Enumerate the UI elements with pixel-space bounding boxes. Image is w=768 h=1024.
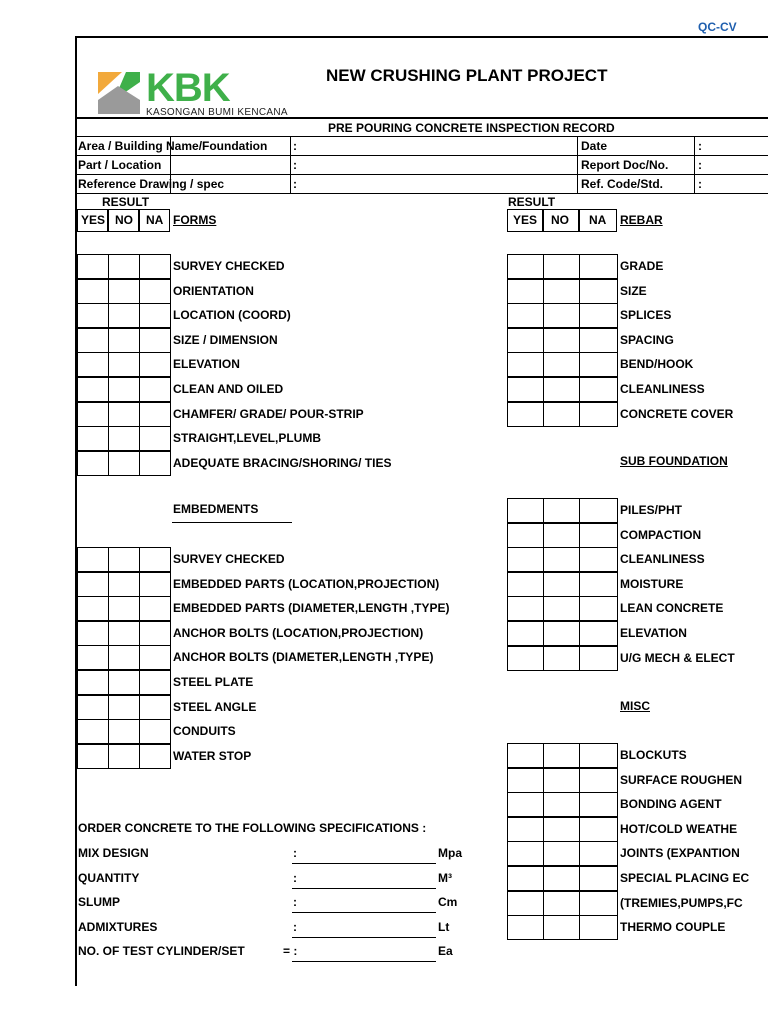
rebar-na-checkbox[interactable]: [579, 303, 618, 328]
rebar-no-checkbox[interactable]: [543, 303, 580, 328]
rebar-na-checkbox[interactable]: [579, 279, 618, 304]
forms-item-label: CHAMFER/ GRADE/ POUR-STRIP: [173, 406, 364, 421]
sub-foundation-yes-checkbox[interactable]: [507, 498, 544, 523]
rebar-na-checkbox[interactable]: [579, 402, 618, 427]
na-col-label-right: NA: [589, 213, 607, 227]
embedments-item-label: SURVEY CHECKED: [173, 552, 285, 566]
area-building-label: Area / Building Name/Foundation: [78, 139, 268, 153]
order-value-field[interactable]: [292, 888, 436, 889]
no-col-label-left: NO: [115, 213, 133, 227]
forms-heading: FORMS: [173, 213, 217, 227]
reference-drawing-value[interactable]: :: [293, 177, 297, 191]
sub-foundation-na-checkbox[interactable]: [579, 523, 618, 548]
misc-item-label: BLOCKUTS: [620, 748, 687, 762]
sub-foundation-no-checkbox[interactable]: [543, 621, 580, 646]
rebar-item-label: BEND/HOOK: [620, 357, 694, 372]
logo-brand: KBK: [146, 66, 230, 110]
order-value-field[interactable]: [292, 961, 436, 962]
sub-foundation-na-checkbox[interactable]: [579, 572, 618, 597]
forms-no-checkbox[interactable]: [108, 303, 140, 328]
forms-no-checkbox[interactable]: [108, 402, 140, 427]
sub-foundation-yes-checkbox[interactable]: [507, 547, 544, 572]
rebar-item-label: CONCRETE COVER: [620, 406, 734, 421]
embedments-item-label: CONDUITS: [173, 724, 236, 739]
embedments-item-label: WATER STOP: [173, 748, 252, 763]
rebar-item-label: GRADE: [620, 259, 664, 273]
order-value-field[interactable]: [292, 937, 436, 938]
logo-mark-icon: [96, 70, 142, 116]
embedments-na-checkbox[interactable]: [139, 547, 171, 572]
forms-yes-checkbox[interactable]: [77, 426, 109, 451]
sub-foundation-yes-checkbox[interactable]: [507, 572, 544, 597]
embedments-yes-checkbox[interactable]: [77, 744, 109, 769]
ref-code-value[interactable]: :: [698, 177, 702, 191]
order-concrete-heading: ORDER CONCRETE TO THE FOLLOWING SPECIFICATIONS :: [78, 821, 427, 835]
embedments-yes-checkbox[interactable]: [77, 572, 109, 597]
embedments-no-checkbox[interactable]: [108, 645, 140, 670]
embedments-item-label: ANCHOR BOLTS (DIAMETER,LENGTH ,TYPE): [173, 650, 434, 665]
misc-na-checkbox[interactable]: [579, 743, 618, 768]
order-separator: :: [293, 870, 297, 885]
forms-item-label: SURVEY CHECKED: [173, 259, 285, 273]
embedments-na-checkbox[interactable]: [139, 695, 171, 720]
sub-foundation-no-checkbox[interactable]: [543, 646, 580, 671]
misc-yes-checkbox[interactable]: [507, 792, 544, 817]
order-unit: Lt: [438, 919, 450, 934]
forms-no-checkbox[interactable]: [108, 352, 140, 377]
rebar-item-label: CLEANLINESS: [620, 382, 705, 396]
order-unit: Mpa: [438, 846, 462, 860]
sub-foundation-heading: SUB FOUNDATION: [620, 454, 728, 468]
embedments-yes-checkbox[interactable]: [77, 596, 109, 621]
rebar-item-label: SIZE: [620, 283, 647, 298]
forms-na-checkbox[interactable]: [139, 451, 171, 476]
result-label-left: RESULT: [102, 195, 150, 209]
header-col-divider-1: [290, 136, 291, 193]
header-rule-1: [75, 155, 768, 156]
sub-foundation-item-label: CLEANLINESS: [620, 552, 705, 567]
misc-yes-checkbox[interactable]: [507, 891, 544, 916]
header-col-divider-3: [694, 136, 695, 193]
forms-no-checkbox[interactable]: [108, 426, 140, 451]
rebar-no-checkbox[interactable]: [543, 328, 580, 353]
order-label: SLUMP: [78, 895, 120, 909]
embedments-na-checkbox[interactable]: [139, 719, 171, 744]
misc-heading: MISC: [620, 699, 650, 713]
embedments-na-checkbox[interactable]: [139, 572, 171, 597]
embedments-heading-rule: [172, 522, 292, 523]
forms-yes-checkbox[interactable]: [77, 377, 109, 402]
misc-item-label: BONDING AGENT: [620, 797, 722, 812]
na-col-label-left: NA: [146, 213, 164, 227]
sub-foundation-na-checkbox[interactable]: [579, 621, 618, 646]
embedments-no-checkbox[interactable]: [108, 719, 140, 744]
order-value-field[interactable]: [292, 912, 436, 913]
sub-foundation-item-label: COMPACTION: [620, 527, 702, 542]
embedments-no-checkbox[interactable]: [108, 744, 140, 769]
forms-yes-checkbox[interactable]: [77, 451, 109, 476]
rebar-no-checkbox[interactable]: [543, 377, 580, 402]
order-label: ADMIXTURES: [78, 919, 158, 934]
embedments-na-checkbox[interactable]: [139, 645, 171, 670]
document-number: QC-CV: [698, 20, 737, 34]
embedments-na-checkbox[interactable]: [139, 621, 171, 646]
sub-foundation-na-checkbox[interactable]: [579, 498, 618, 523]
order-value-field[interactable]: [292, 863, 436, 864]
yes-col-label-right: YES: [513, 213, 538, 227]
misc-yes-checkbox[interactable]: [507, 915, 544, 940]
sub-foundation-no-checkbox[interactable]: [543, 596, 580, 621]
sub-foundation-yes-checkbox[interactable]: [507, 596, 544, 621]
report-doc-value[interactable]: :: [698, 158, 702, 172]
misc-item-label: JOINTS (EXPANTION: [620, 846, 740, 861]
rebar-yes-checkbox[interactable]: [507, 254, 544, 279]
rebar-no-checkbox[interactable]: [543, 352, 580, 377]
misc-na-checkbox[interactable]: [579, 792, 618, 817]
forms-na-checkbox[interactable]: [139, 426, 171, 451]
rebar-na-checkbox[interactable]: [579, 254, 618, 279]
rebar-yes-checkbox[interactable]: [507, 352, 544, 377]
embedments-yes-checkbox[interactable]: [77, 719, 109, 744]
logo-company-name: KASONGAN BUMI KENCANA: [146, 107, 288, 118]
forms-yes-checkbox[interactable]: [77, 402, 109, 427]
misc-na-checkbox[interactable]: [579, 768, 618, 793]
forms-yes-checkbox[interactable]: [77, 279, 109, 304]
misc-na-checkbox[interactable]: [579, 866, 618, 891]
part-location-value[interactable]: :: [293, 158, 297, 172]
rebar-yes-checkbox[interactable]: [507, 402, 544, 427]
result-label-right: RESULT: [508, 195, 556, 209]
misc-na-checkbox[interactable]: [579, 915, 618, 940]
top-border: [75, 36, 768, 38]
embedments-no-checkbox[interactable]: [108, 572, 140, 597]
form-subtitle: PRE POURING CONCRETE INSPECTION RECORD: [328, 121, 615, 135]
embedments-no-checkbox[interactable]: [108, 596, 140, 621]
subtitle-bottom-rule: [75, 136, 768, 137]
forms-na-checkbox[interactable]: [139, 352, 171, 377]
sub-foundation-no-checkbox[interactable]: [543, 523, 580, 548]
forms-na-checkbox[interactable]: [139, 254, 171, 279]
misc-yes-checkbox[interactable]: [507, 768, 544, 793]
misc-item-label: SURFACE ROUGHEN: [620, 772, 743, 787]
date-label: Date: [581, 139, 608, 153]
order-separator: :: [293, 846, 297, 860]
sub-foundation-no-checkbox[interactable]: [543, 547, 580, 572]
embedments-no-checkbox[interactable]: [108, 621, 140, 646]
order-unit: Ea: [438, 944, 453, 958]
rebar-na-checkbox[interactable]: [579, 352, 618, 377]
forms-item-label: ORIENTATION: [173, 283, 254, 298]
embedments-item-label: EMBEDDED PARTS (LOCATION,PROJECTION): [173, 576, 440, 591]
left-border: [75, 36, 77, 986]
sub-foundation-item-label: PILES/PHT: [620, 503, 683, 517]
sub-foundation-na-checkbox[interactable]: [579, 596, 618, 621]
report-doc-label: Report Doc/No.: [581, 158, 669, 172]
embedments-yes-checkbox[interactable]: [77, 670, 109, 695]
embedments-no-checkbox[interactable]: [108, 547, 140, 572]
misc-item-label: (TREMIES,PUMPS,FC: [620, 895, 743, 910]
misc-item-label: THERMO COUPLE: [620, 920, 726, 935]
header-rule-2: [75, 174, 768, 175]
forms-no-checkbox[interactable]: [108, 254, 140, 279]
rebar-na-checkbox[interactable]: [579, 377, 618, 402]
page-title: NEW CRUSHING PLANT PROJECT: [326, 66, 608, 85]
embedments-item-label: STEEL PLATE: [173, 675, 254, 689]
rebar-item-label: SPLICES: [620, 308, 672, 323]
embedments-yes-checkbox[interactable]: [77, 621, 109, 646]
no-col-label-right: NO: [551, 213, 569, 227]
embedments-na-checkbox[interactable]: [139, 596, 171, 621]
sub-foundation-no-checkbox[interactable]: [543, 572, 580, 597]
misc-no-checkbox[interactable]: [543, 743, 580, 768]
forms-yes-checkbox[interactable]: [77, 352, 109, 377]
sub-foundation-yes-checkbox[interactable]: [507, 646, 544, 671]
reference-drawing-label: Reference Drawing / spec: [78, 177, 225, 191]
embedments-no-checkbox[interactable]: [108, 670, 140, 695]
misc-no-checkbox[interactable]: [543, 768, 580, 793]
misc-yes-checkbox[interactable]: [507, 866, 544, 891]
embedments-na-checkbox[interactable]: [139, 744, 171, 769]
forms-no-checkbox[interactable]: [108, 377, 140, 402]
sub-foundation-item-label: MOISTURE: [620, 576, 684, 591]
misc-item-label: HOT/COLD WEATHE: [620, 821, 738, 836]
sub-foundation-no-checkbox[interactable]: [543, 498, 580, 523]
forms-yes-checkbox[interactable]: [77, 303, 109, 328]
rebar-yes-checkbox[interactable]: [507, 328, 544, 353]
sub-foundation-item-label: ELEVATION: [620, 626, 687, 640]
misc-no-checkbox[interactable]: [543, 792, 580, 817]
misc-no-checkbox[interactable]: [543, 841, 580, 866]
embedments-na-checkbox[interactable]: [139, 670, 171, 695]
misc-na-checkbox[interactable]: [579, 841, 618, 866]
misc-no-checkbox[interactable]: [543, 891, 580, 916]
forms-yes-checkbox[interactable]: [77, 328, 109, 353]
misc-no-checkbox[interactable]: [543, 915, 580, 940]
rebar-heading: REBAR: [620, 213, 663, 227]
embedments-item-label: STEEL ANGLE: [173, 699, 257, 714]
forms-na-checkbox[interactable]: [139, 328, 171, 353]
embedments-heading: EMBEDMENTS: [173, 502, 259, 516]
order-unit: M³: [438, 870, 452, 885]
rebar-yes-checkbox[interactable]: [507, 377, 544, 402]
order-unit: Cm: [438, 895, 458, 909]
sub-foundation-yes-checkbox[interactable]: [507, 621, 544, 646]
forms-na-checkbox[interactable]: [139, 377, 171, 402]
forms-item-label: SIZE / DIMENSION: [173, 332, 278, 347]
embedments-yes-checkbox[interactable]: [77, 547, 109, 572]
rebar-no-checkbox[interactable]: [543, 402, 580, 427]
order-separator: :: [293, 919, 297, 934]
sub-foundation-yes-checkbox[interactable]: [507, 523, 544, 548]
order-label: NO. OF TEST CYLINDER/SET: [78, 944, 245, 958]
forms-item-label: ELEVATION: [173, 357, 240, 372]
sub-foundation-item-label: LEAN CONCRETE: [620, 601, 724, 616]
part-location-label: Part / Location: [78, 158, 162, 172]
misc-na-checkbox[interactable]: [579, 817, 618, 842]
forms-item-label: STRAIGHT,LEVEL,PLUMB: [173, 431, 322, 446]
misc-no-checkbox[interactable]: [543, 817, 580, 842]
sub-foundation-na-checkbox[interactable]: [579, 547, 618, 572]
forms-no-checkbox[interactable]: [108, 279, 140, 304]
order-label: QUANTITY: [78, 870, 140, 885]
forms-na-checkbox[interactable]: [139, 303, 171, 328]
rebar-yes-checkbox[interactable]: [507, 303, 544, 328]
order-separator: = :: [283, 944, 298, 958]
company-logo: [96, 70, 142, 116]
embedments-item-label: EMBEDDED PARTS (DIAMETER,LENGTH ,TYPE): [173, 601, 450, 616]
forms-na-checkbox[interactable]: [139, 279, 171, 304]
forms-item-label: LOCATION (COORD): [173, 308, 291, 323]
forms-item-label: ADEQUATE BRACING/SHORING/ TIES: [173, 455, 392, 470]
rebar-no-checkbox[interactable]: [543, 279, 580, 304]
order-label: MIX DESIGN: [78, 846, 149, 860]
ref-code-label: Ref. Code/Std.: [581, 177, 664, 191]
header-rule-3: [75, 193, 768, 194]
embedments-yes-checkbox[interactable]: [77, 695, 109, 720]
area-building-value[interactable]: :: [293, 139, 297, 153]
misc-yes-checkbox[interactable]: [507, 817, 544, 842]
forms-yes-checkbox[interactable]: [77, 254, 109, 279]
sub-foundation-item-label: U/G MECH & ELECT: [620, 650, 735, 665]
subtitle-top-rule: [75, 117, 768, 119]
misc-yes-checkbox[interactable]: [507, 743, 544, 768]
rebar-item-label: SPACING: [620, 332, 674, 347]
date-value[interactable]: :: [698, 139, 702, 153]
embedments-item-label: ANCHOR BOLTS (LOCATION,PROJECTION): [173, 625, 424, 640]
sub-foundation-na-checkbox[interactable]: [579, 646, 618, 671]
embedments-no-checkbox[interactable]: [108, 695, 140, 720]
rebar-no-checkbox[interactable]: [543, 254, 580, 279]
forms-na-checkbox[interactable]: [139, 402, 171, 427]
yes-col-label-left: YES: [81, 213, 106, 227]
header-col-divider-2: [577, 136, 578, 193]
misc-item-label: SPECIAL PLACING EC: [620, 871, 750, 885]
forms-item-label: CLEAN AND OILED: [173, 382, 284, 396]
embedments-yes-checkbox[interactable]: [77, 645, 109, 670]
forms-no-checkbox[interactable]: [108, 451, 140, 476]
misc-no-checkbox[interactable]: [543, 866, 580, 891]
rebar-yes-checkbox[interactable]: [507, 279, 544, 304]
rebar-na-checkbox[interactable]: [579, 328, 618, 353]
misc-yes-checkbox[interactable]: [507, 841, 544, 866]
forms-no-checkbox[interactable]: [108, 328, 140, 353]
misc-na-checkbox[interactable]: [579, 891, 618, 916]
order-separator: :: [293, 895, 297, 909]
